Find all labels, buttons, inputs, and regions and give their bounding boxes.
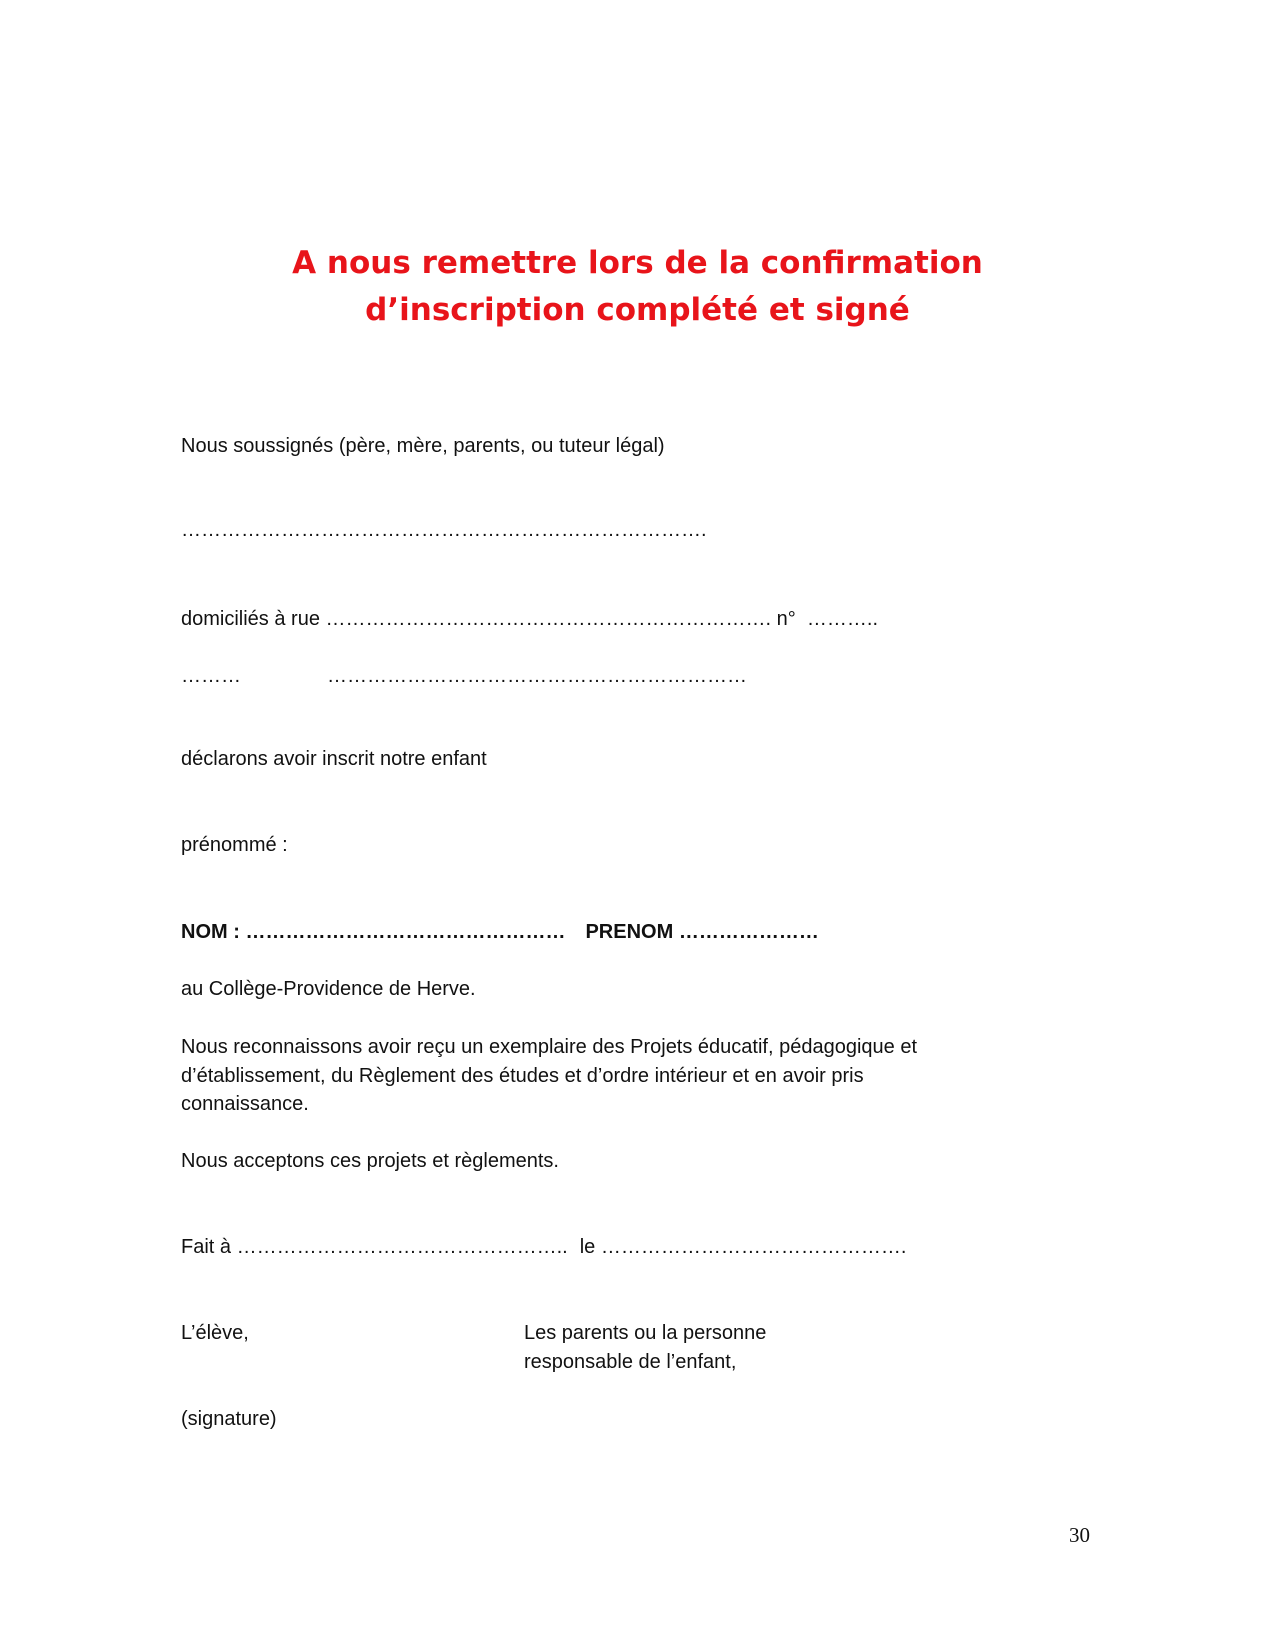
fait-label: Fait à [181, 1236, 232, 1258]
le-label: le [579, 1236, 596, 1258]
soussignes-line: Nous soussignés (père, mère, parents, ou tuteur légal) [181, 435, 665, 457]
page-title [200, 240, 1075, 334]
city-line [181, 662, 747, 690]
nom-prenom-line [181, 918, 819, 946]
declaration-line: déclarons avoir inscrit notre enfant [181, 748, 487, 770]
street-fill: …………………………………………………………. [325, 608, 772, 630]
parents-label-line-2: responsable de l’enfant, [524, 1351, 737, 1373]
prenomme-line: prénommé : [181, 834, 288, 856]
nom-label: NOM : [181, 921, 240, 943]
city-fill: ……………………………………………………… [327, 665, 747, 687]
nom-fill: ………………………………………… [245, 921, 566, 943]
recognition-paragraph: Nous reconnaissons avoir reçu un exemplaire des Projets éducatif, pédagogique et d’établissement, du Règlement des études et d’ordre intérieur et en avoir pris connaissance. [181, 1036, 917, 1115]
domicile-label: domiciliés à rue [181, 608, 320, 630]
address-line [181, 605, 878, 633]
school-line: au Collège-Providence de Herve. [181, 978, 476, 1000]
prenom-label: PRENOM [585, 921, 674, 943]
number-fill: ……….. [806, 608, 879, 630]
student-signature-label: L’élève, [181, 1322, 249, 1344]
postcode-fill: ……… [181, 665, 241, 687]
signature-note: (signature) [181, 1408, 277, 1430]
parents-label-line-1: Les parents ou la personne [524, 1322, 767, 1344]
page-number: 30 [1069, 1523, 1090, 1547]
parents-signature-label [524, 1319, 766, 1377]
le-fill: ………………………………………. [600, 1236, 907, 1258]
acceptance-line: Nous acceptons ces projets et règlements. [181, 1150, 559, 1172]
fait-fill: ………………………………………….. [236, 1236, 568, 1258]
title-line-1: A nous remettre lors de la confirmation [292, 245, 983, 281]
title-line-2: d’inscription complété et signé [365, 292, 910, 328]
number-label: n° [776, 608, 796, 630]
name-fill-line: ……………………………………………………………………. [181, 519, 707, 541]
fait-line [181, 1233, 906, 1261]
prenom-fill: ………………… [678, 921, 819, 943]
